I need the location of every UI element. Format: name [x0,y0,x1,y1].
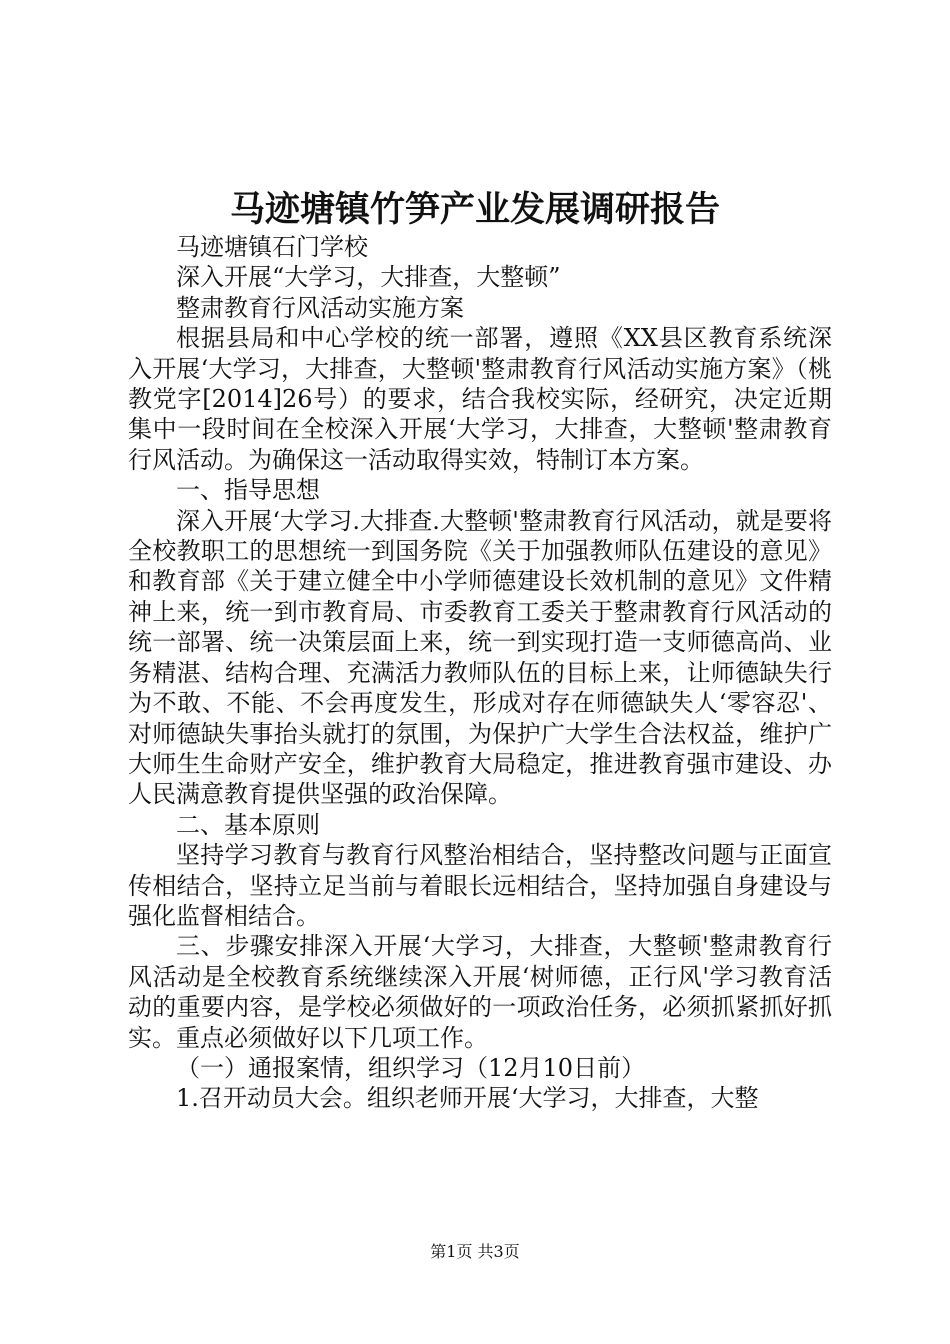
document-body [128,232,832,1114]
subsection-heading-briefing: （一）通报案情，组织学习（12月10日前） [176,1053,646,1082]
item-mobilization-meeting: 1.召开动员大会。组织老师开展‘大学习，大排查，大整 [176,1084,759,1113]
guiding-thought-paragraph: 深入开展‘大学习.大排查.大整顿'整肃教育行风活动，就是要将全校教职工的思想统一到国务院《关于加强教师队伍建设的意见》和教育部《关于建立健全中小学师德建设长效机制的意见》文件精神上来，统一到市教育局、市委教育工委关于整肃教育行风活动的统一部署、统一决策层面上来，统一到实现打造一支师德高尚、业务精湛、结构合理、充满活力教师队伍的目标上来，让师德缺失行为不敢、不能、不会再度发生，形成对存在师德缺失人‘零容忍'、对师德缺失事抬头就打的氛围，为保护广大学生合法权益，维护广大师生生命财产安全，维护教育大局稳定，推进教育强市建设、办人民满意教育提供坚强的政治保障。 [128,506,832,809]
plan-title-line: 整肃教育行风活动实施方案 [176,293,464,322]
campaign-title-line: 深入开展“大学习，大排查，大整顿” [176,263,561,292]
intro-paragraph: 根据县局和中心学校的统一部署，遵照《XX县区教育系统深入开展‘大学习，大排查，大整顿'整肃教育行风活动实施方案》（桃教党字[2014]26号）的要求，结合我校实际，经研究，决定近期集中一段时间在全校深入开展‘大学习，大排查，大整顿'整肃教育行风活动。为确保这一活动取得实效，特制订本方案。 [128,324,832,474]
steps-paragraph: 三、步骤安排深入开展‘大学习，大排查，大整顿'整肃教育行风活动是全校教育系统继续深入开展‘树师德，正行风'学习教育活动的重要内容，是学校必须做好的一项政治任务，必须抓紧抓好抓实。重点必须做好以下几项工作。 [128,932,832,1052]
basic-principles-paragraph: 坚持学习教育与教育行风整治相结合，坚持整改问题与正面宣传相结合，坚持立足当前与着眼长远相结合，坚持加强自身建设与强化监督相结合。 [128,841,832,930]
section-heading-basic-principles: 二、基本原则 [176,810,320,839]
document-title: 马迹塘镇竹笋产业发展调研报告 [229,189,720,230]
section-heading-guiding-thought: 一、指导思想 [176,476,320,505]
page-number-footer: 第1页 共3页 [430,1242,520,1261]
school-name-line: 马迹塘镇石门学校 [176,233,368,261]
